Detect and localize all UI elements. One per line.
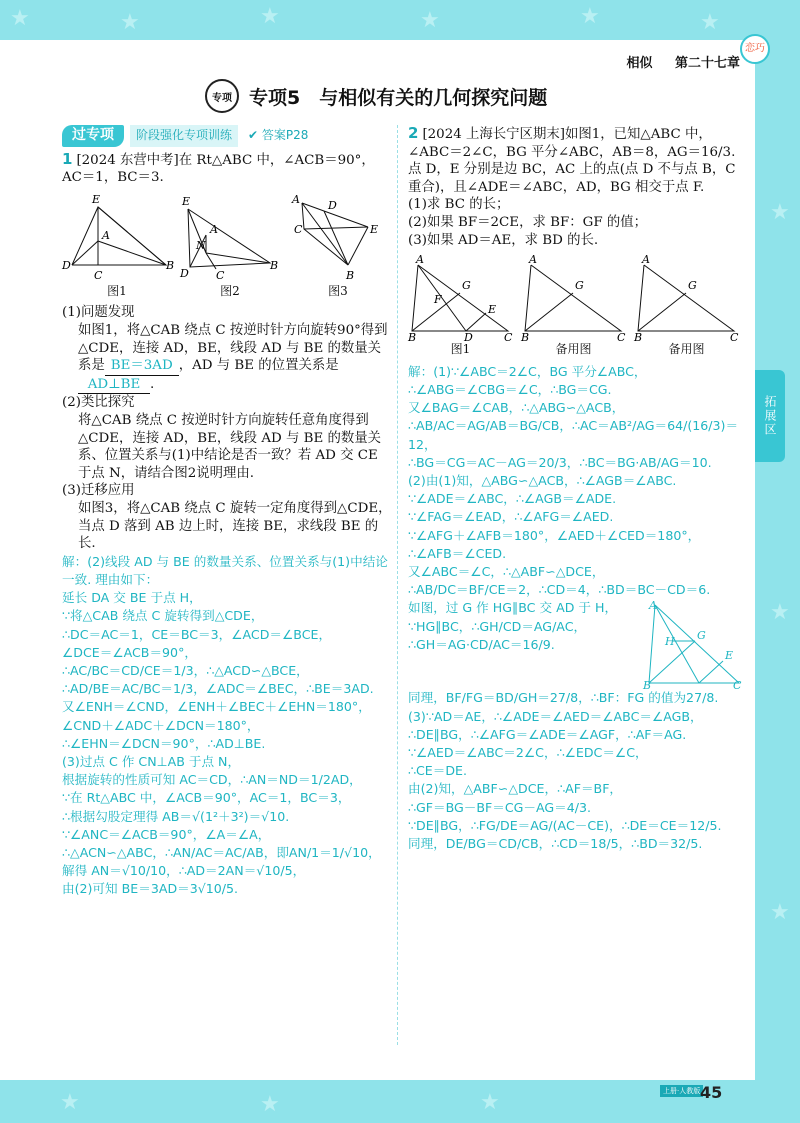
star-decoration: ★ <box>480 1090 500 1115</box>
p2-q1: (1)求 BC 的长； <box>408 197 510 213</box>
figure-caption: 图3 <box>328 283 348 298</box>
svg-text:B: B <box>643 679 652 693</box>
svg-text:A: A <box>292 192 300 206</box>
svg-text:D: D <box>180 266 189 280</box>
header-chapter: 第二十七章 <box>674 56 740 71</box>
svg-text:N: N <box>196 238 206 252</box>
svg-text:C: C <box>94 268 103 282</box>
svg-text:C: C <box>294 222 303 236</box>
svg-text:G: G <box>697 629 706 643</box>
figure-p2-3-diagram <box>634 253 739 345</box>
figure-caption: 备用图 <box>668 342 705 357</box>
side-tab: 拓展区 <box>755 370 785 462</box>
figure-p2-2 <box>521 255 626 359</box>
problem-2-solution: 解：(1)∵∠ABC＝2∠C，BG 平分∠ABC， ∴∠ABG＝∠CBG＝∠C，∴BG＝CG. 又∠BAG＝∠CAB，∴△ABG∽△ACB， ∴AB/AC＝AG/AB＝BG/CB，∴AC＝AB²/AG＝64/(16/3)＝12， ∴BG＝CG＝AC－AG＝20/3，∴BC＝BG·AB/AG＝10. (2)由(1)知，△ABG∽△ACB，∴∠AGB＝∠ABC. ∵∠ADE＝∠ABC，∴∠AGB＝∠ADE. ∵∠FAG＝∠EAD，∴∠AFG＝∠AED. ∵∠AFG＋∠AFB＝180°，∠AED＋∠CED＝180°， ∴∠AFB＝∠CED. 又∠ABC＝∠C，∴△ABF∽△DCE， ∴AB/DC＝BF/CE＝2，∴CD＝4，∴BD＝BC－CD＝6. 如图，过 G 作 HG∥BC 交 AD 于 H， ∵HG∥BC，∴GH/CD＝AG/AC， ∴GH＝AG·CD/AC＝16/9. A H G E B C 同理，BF/FG＝BD/GH＝27/8，∴BF：FG 的值为27/8. (3)∵AD＝AE，∴∠ADE＝∠AED＝∠ABC＝∠AGB， ∴DE∥BG，∴∠AFG＝∠ADE＝∠AGF，∴AF＝AG. ∵∠AED＝∠ABC＝2∠C，∴∠EDC＝∠C， ∴CE＝DE. 由(2)知，△ABF∽△DCE，∴AF＝BF， ∴GF＝BG－BF＝CG－AG＝4/3. ∵DE∥BG，∴FG/DE＝AG/(AC－CE)，∴DE＝CE＝12/5. 同理，DE/BG＝CD/CB，∴CD＝18/5，∴BD＝32/5. <box>408 363 742 852</box>
problem-2-figures <box>408 255 743 359</box>
q3-title: (3)迁移应用 <box>62 483 135 499</box>
figure-3 <box>288 193 388 301</box>
svg-text:E: E <box>725 649 734 663</box>
star-decoration: ★ <box>120 10 140 35</box>
figure-caption: 图1 <box>107 283 127 298</box>
figure-caption: 备用图 <box>555 342 592 357</box>
problem-2-stem: 2 [2024 上海长宁区期末]如图1，已知△ABC 中，∠ABC＝2∠C，BG 平分∠ABC，AB＝8，AG＝16/3. 点 D，E 分别是边 BC，AC 上的点(点 D 不与点 B，C 重合)，且∠ADE＝∠ABC，AD，BG 相交于点 F. <box>408 124 736 195</box>
svg-text:A: A <box>642 253 650 267</box>
figure-2-diagram <box>180 193 280 283</box>
svg-text:E: E <box>182 194 191 208</box>
star-decoration: ★ <box>580 4 600 29</box>
svg-text:G: G <box>688 279 697 293</box>
svg-text:B: B <box>408 331 417 345</box>
problem-1-stem: 1 [2024 东营中考]在 Rt△ABC 中，∠ACB＝90°，AC＝1，BC＝3. <box>62 149 375 186</box>
star-decoration: ★ <box>260 4 280 29</box>
svg-text:A: A <box>529 253 537 267</box>
mascot-icon: 恋巧 <box>740 34 770 64</box>
star-badge-icon: 专项 <box>205 79 239 113</box>
auxiliary-figure <box>643 599 743 693</box>
figure-p2-1 <box>408 255 513 359</box>
figure-caption: 图2 <box>220 283 240 298</box>
svg-text:A: A <box>102 228 110 242</box>
svg-text:B: B <box>346 268 355 282</box>
figure-1-diagram <box>62 192 175 283</box>
svg-text:E: E <box>488 303 497 317</box>
svg-text:B: B <box>166 258 175 272</box>
title-text: 专项5 与相似有关的几何探究问题 <box>249 86 548 109</box>
svg-text:C: C <box>216 268 225 282</box>
answer-blank: BE＝3AD <box>105 357 179 376</box>
svg-text:D: D <box>464 331 473 345</box>
star-decoration: ★ <box>420 8 440 33</box>
svg-text:H: H <box>665 635 675 649</box>
page-number: 45 <box>700 1083 723 1102</box>
svg-text:A: A <box>649 599 657 613</box>
running-header <box>608 52 740 71</box>
problem-1-solution: 解：(2)线段 AD 与 BE 的数量关系、位置关系与(1)中结论一致. 理由如下： 延长 DA 交 BE 于点 H， ∵将△CAB 绕点 C 旋转得到△CDE， ∴DC＝AC＝1，CE＝BC＝3，∠ACD＝∠BCE， ∠DCE＝∠ACB＝90°， ∴AC/BC＝CD/CE＝1/3，∴△ACD∽△BCE， ∴AD/BE＝AC/BC＝1/3，∠ADC＝∠BEC，∴BE＝3AD. 又∠ENH＝∠CND，∠ENH＋∠BEC＋∠EHN＝180°，∠CND＋∠ADC＋∠DCN＝180°， ∴∠EHN＝∠DCN＝90°，∴AD⊥BE. (3)过点 C 作 CN⊥AB 于点 N， 根据旋转的性质可知 AC＝CD，∴AN＝ND＝1/2AD， ∵在 Rt△ABC 中，∠ACB＝90°，AC＝1，BC＝3， ∴根据勾股定理得 AB＝√(1²＋3²)＝√10. ∵∠ANC＝∠ACB＝90°，∠A＝∠A， ∴△ACN∽△ABC，∴AN/AC＝AC/AB，即AN/1＝1/√10， 解得 AN＝√10/10，∴AD＝2AN＝√10/5， 由(2)可知 BE＝3AD＝3√10/5. <box>62 553 388 897</box>
problem-number: 2 <box>408 124 419 142</box>
q2-text: 将△CAB 绕点 C 按逆时针方向旋转任意角度得到△CDE，连接 AD，BE，线段 AD 与 BE 的数量关系、位置关系与(1)中结论是否一致？若 AD 交 CE 于点 N，请结合图2说明理由. <box>78 412 382 481</box>
star-decoration: ★ <box>60 1090 80 1115</box>
figure-1 <box>62 192 175 301</box>
star-decoration: ★ <box>700 10 720 35</box>
solution-with-figure: 如图，过 G 作 HG∥BC 交 AD 于 H， ∵HG∥BC，∴GH/CD＝AG/AC， ∴GH＝AG·CD/AC＝16/9. A H G E B C <box>408 599 742 693</box>
star-decoration: ★ <box>260 1092 280 1117</box>
answer-page: 答案P28 <box>261 128 309 142</box>
header-section: 相似 <box>626 56 653 71</box>
section-subtitle: 阶段强化专项训练 <box>130 125 238 147</box>
right-column <box>408 125 743 853</box>
figure-p2-3 <box>634 255 739 359</box>
problem-number: 1 <box>62 149 73 168</box>
section-bar <box>62 125 392 147</box>
figure-p2-1-diagram <box>408 253 513 345</box>
q1-title: (1)问题发现 <box>62 305 135 321</box>
svg-text:D: D <box>62 258 71 272</box>
svg-text:A: A <box>416 253 424 267</box>
svg-text:E: E <box>370 222 379 236</box>
svg-text:D: D <box>328 198 337 212</box>
p2-q3: (3)如果 AD＝AE，求 BD 的长. <box>408 232 599 248</box>
left-column <box>62 125 392 899</box>
svg-text:B: B <box>634 331 643 345</box>
star-decoration: ★ <box>770 900 790 925</box>
figure-p2-2-diagram <box>521 253 626 345</box>
svg-text:C: C <box>733 679 742 693</box>
star-decoration: ★ <box>770 200 790 225</box>
footer-tag: 上册·人教版 <box>660 1085 703 1097</box>
svg-text:C: C <box>617 331 626 345</box>
star-decoration: ★ <box>10 6 30 31</box>
svg-text:G: G <box>462 279 471 293</box>
section-tag: 过专项 <box>62 125 124 147</box>
svg-text:G: G <box>575 279 584 293</box>
figure-3-diagram <box>288 193 388 283</box>
svg-text:A: A <box>210 222 218 236</box>
q2-title: (2)类比探究 <box>62 395 135 411</box>
figure-caption: 图1 <box>450 342 471 357</box>
svg-text:B: B <box>521 331 530 345</box>
svg-text:C: C <box>504 331 513 345</box>
svg-text:E: E <box>92 192 101 206</box>
answer-blank: AD⊥BE <box>78 376 150 395</box>
svg-text:C: C <box>730 331 739 345</box>
q3-text: 如图3，将△CAB 绕点 C 旋转一定角度得到△CDE，当点 D 落到 AB 边上时，连接 BE，求线段 BE 的长. <box>78 500 392 552</box>
p2-q2: (2)如果 BF＝2CE，求 BF：GF 的值； <box>408 214 648 230</box>
star-decoration: ★ <box>770 600 790 625</box>
svg-text:B: B <box>270 258 279 272</box>
problem-1-figures <box>62 193 392 301</box>
q1-text: 如图1，将△CAB 绕点 C 按逆时针方向旋转90°得到△CDE，连接 AD，BE，线段 AD 与 BE 的数量关系是 BE＝3AD ，AD 与 BE 的位置关系是AD⊥BE . <box>62 322 392 394</box>
page-title <box>205 80 605 112</box>
answer-ref: ✔ 答案P28 <box>248 128 309 142</box>
svg-text:F: F <box>434 293 442 307</box>
figure-2 <box>180 193 280 301</box>
column-divider <box>397 125 398 1045</box>
